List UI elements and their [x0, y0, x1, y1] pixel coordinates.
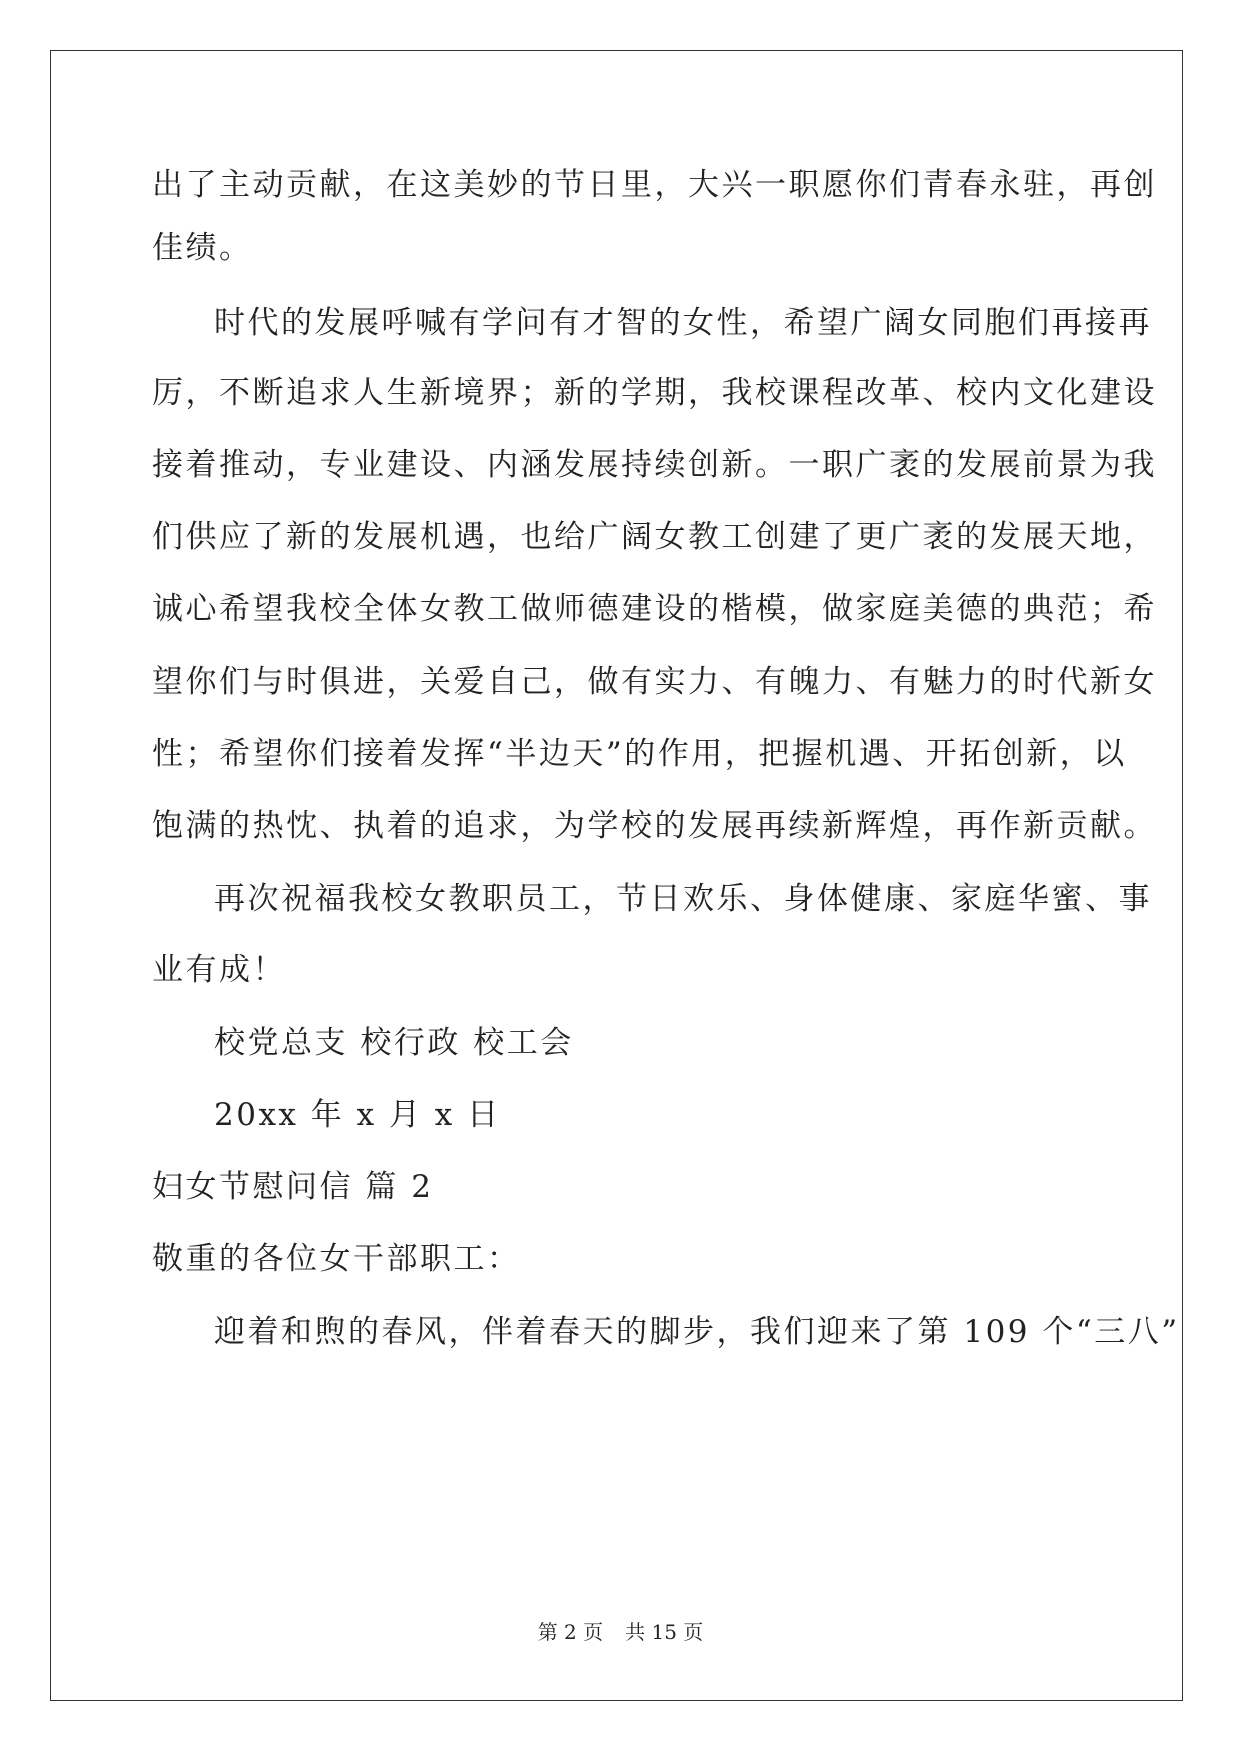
page-total: 共 15 页: [625, 1620, 704, 1644]
text-line: 佳绩。: [152, 230, 253, 266]
text-line: 性；希望你们接着发挥“半边天”的作用，把握机遇、开拓创新，以: [152, 736, 1127, 772]
date-line: 20xx 年 x 月 x 日: [214, 1097, 501, 1133]
page-border: [50, 50, 1183, 1701]
section-heading: 妇女节慰问信 篇 2: [152, 1169, 434, 1205]
paragraph-start: 时代的发展呼喊有学问有才智的女性，希望广阔女同胞们再接再: [214, 305, 1152, 341]
paragraph-start: 迎着和煦的春风，伴着春天的脚步，我们迎来了第 109 个“三八”: [214, 1314, 1180, 1350]
salutation: 敬重的各位女干部职工：: [152, 1241, 521, 1277]
text-line: 们供应了新的发展机遇，也给广阔女教工创建了更广袤的发展天地，: [152, 519, 1157, 555]
paragraph-start: 再次祝福我校女教职员工，节日欢乐、身体健康、家庭华蜜、事: [214, 881, 1152, 917]
text-line: 厉，不断追求人生新境界；新的学期，我校课程改革、校内文化建设: [152, 375, 1157, 411]
text-line: 饱满的热忱、执着的追求，为学校的发展再续新辉煌，再作新贡献。: [152, 808, 1157, 844]
text-line: 接着推动，专业建设、内涵发展持续创新。一职广袤的发展前景为我: [152, 447, 1157, 483]
text-line: 出了主动贡献，在这美妙的节日里，大兴一职愿你们青春永驻，再创: [152, 167, 1157, 203]
signature-line: 校党总支 校行政 校工会: [214, 1025, 574, 1061]
text-line: 望你们与时俱进，关爱自己，做有实力、有魄力、有魅力的时代新女: [152, 664, 1157, 700]
page-footer: [0, 1620, 1241, 1644]
page-number: 第 2 页: [537, 1620, 604, 1644]
text-line: 业有成！: [152, 952, 286, 988]
text-line: 诚心希望我校全体女教工做师德建设的楷模，做家庭美德的典范；希: [152, 591, 1157, 627]
